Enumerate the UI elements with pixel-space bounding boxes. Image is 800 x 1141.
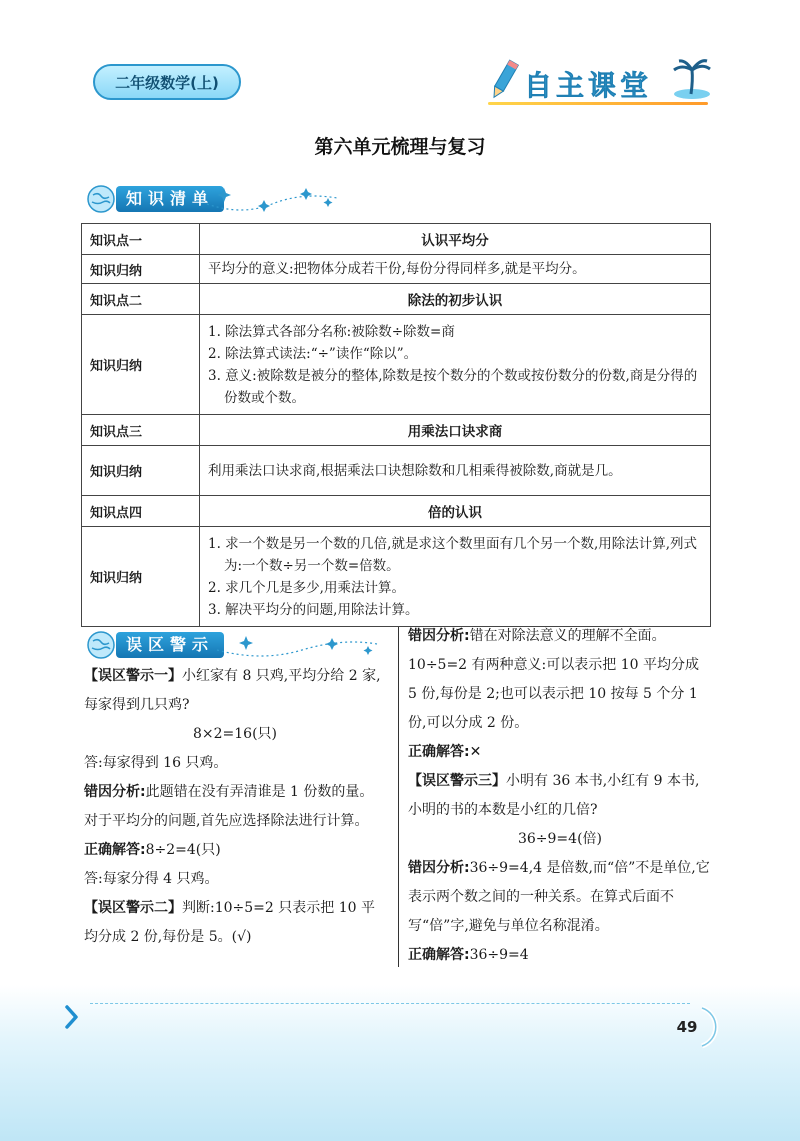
- content-line: 2. 求几个几是多少,用乘法计算。: [208, 579, 405, 596]
- table-row: [82, 255, 711, 284]
- mistake-right-column: [408, 622, 712, 970]
- table-row: [82, 415, 711, 446]
- table-row: [82, 446, 711, 496]
- warning-one-text: 小红家有 8 只鸡,平均分给 2 家,每家得到几只鸡?: [84, 668, 381, 713]
- content-line: 3. 意义:被除数是被分的整体,除数是按个数分的个数或按份数分的份数,商是分得的份数或个数。: [208, 367, 698, 406]
- knowledge-table: [81, 223, 711, 627]
- mistake-section-badge: [84, 628, 384, 662]
- warning-two-tag: 【误区警示二】: [84, 900, 182, 916]
- reason-text: 36÷9=4,4 是倍数,而“倍”不是单位,它表示两个数之间的一种关系。在算式后面不写“倍”字,避免与单位名称混淆。: [408, 860, 710, 934]
- row-label: 知识归纳: [82, 446, 200, 496]
- column-divider: [398, 627, 399, 967]
- table-row: [82, 284, 711, 315]
- correct-text: 36÷9=4: [469, 947, 529, 963]
- row-label: 知识点二: [82, 284, 200, 315]
- warning-three-equation: 36÷9=4(倍): [517, 831, 602, 847]
- warning-one-answer: 答:每家得到 16 只鸡。: [84, 755, 228, 771]
- correct-label: 正确解答:: [408, 947, 470, 963]
- warning-two-reason: [408, 622, 712, 738]
- row-content: [200, 527, 711, 627]
- row-topic: 用乘法口诀求商: [200, 415, 711, 446]
- table-row: [82, 496, 711, 527]
- page-title: 第六单元梳理与复习: [314, 136, 486, 158]
- warning-one: [84, 662, 386, 720]
- mistake-section-label: 误区警示: [116, 632, 224, 658]
- correct-text: 8÷2=4(只): [145, 842, 221, 858]
- knowledge-section-badge: [84, 182, 344, 216]
- pencil-icon: [488, 58, 520, 102]
- table-row: [82, 315, 711, 415]
- row-label: 知识归纳: [82, 527, 200, 627]
- globe-icon: [86, 184, 116, 214]
- row-topic: 倍的认识: [200, 496, 711, 527]
- row-topic: 认识平均分: [200, 224, 711, 255]
- globe-icon: [86, 630, 116, 660]
- star-icon: [212, 628, 382, 662]
- row-topic: 除法的初步认识: [200, 284, 711, 315]
- palm-island-icon: [670, 58, 714, 100]
- correct-label: 正确解答:: [408, 744, 470, 760]
- brand-text: 自主课堂: [524, 69, 653, 102]
- footer-dashed-line: [90, 1003, 690, 1004]
- correct-label: 正确解答:: [84, 842, 146, 858]
- warning-one-correct-answer: 答:每家分得 4 只鸡。: [84, 871, 219, 887]
- warning-one-tag: 【误区警示一】: [84, 668, 182, 684]
- warning-three-correct: [408, 941, 712, 970]
- warning-three: [408, 767, 712, 825]
- warning-one-correct: [84, 836, 386, 865]
- mistake-left-column: [84, 662, 386, 952]
- correct-text: ✕: [469, 744, 482, 760]
- row-content: [200, 315, 711, 415]
- row-label: 知识点一: [82, 224, 200, 255]
- content-line: 1. 除法算式各部分名称:被除数÷除数=商: [208, 323, 455, 340]
- content-line: 2. 除法算式读法:“÷”读作“除以”。: [208, 345, 418, 362]
- row-label: 知识归纳: [82, 255, 200, 284]
- reason-text: 错在对除法意义的理解不全面。10÷5=2 有两种意义:可以表示把 10 平均分成 5 份,每份是 2;也可以表示把 10 按每 5 个分 1 份,可以分成 2 份。: [408, 628, 699, 731]
- reason-text: 此题错在没有弄清谁是 1 份数的量。对于平均分的问题,首先应选择除法进行计算。: [84, 784, 374, 829]
- content-line: 平均分的意义:把物体分成若干份,每份分得同样多,就是平均分。: [208, 261, 586, 277]
- reason-label: 错因分析:: [408, 860, 470, 876]
- row-label: 知识点四: [82, 496, 200, 527]
- row-label: 知识归纳: [82, 315, 200, 415]
- page-number: 49: [676, 1018, 698, 1036]
- chevron-right-icon: [64, 1004, 80, 1030]
- brand-underline: [488, 102, 708, 105]
- warning-one-reason: [84, 778, 386, 836]
- reason-label: 错因分析:: [408, 628, 470, 644]
- row-content: [200, 255, 711, 284]
- warning-one-equation: 8×2=16(只): [192, 726, 277, 742]
- warning-two-correct: [408, 738, 712, 767]
- content-line: 3. 解决平均分的问题,用除法计算。: [208, 601, 419, 618]
- row-label: 知识点三: [82, 415, 200, 446]
- table-row: [82, 527, 711, 627]
- warning-two: [84, 894, 386, 952]
- table-row: [82, 224, 711, 255]
- warning-three-tag: 【误区警示三】: [408, 773, 506, 789]
- star-icon: [202, 182, 342, 216]
- content-line: 利用乘法口诀求商,根据乘法口诀想除数和几相乘得被除数,商就是几。: [208, 462, 622, 479]
- reason-label: 错因分析:: [84, 784, 146, 800]
- warning-two-text: 判断:10÷5=2 只表示把 10 平均分成 2 份,每份是 5。(√): [84, 900, 375, 945]
- grade-badge: 二年级数学(上): [93, 64, 241, 100]
- content-line: 1. 求一个数是另一个数的几倍,就是求这个数里面有几个另一个数,用除法计算,列式为:一个数÷另一个数=倍数。: [208, 535, 698, 574]
- knowledge-section-label: 知识清单: [116, 186, 224, 212]
- warning-three-reason: [408, 854, 712, 941]
- brand-logo: [488, 58, 718, 104]
- row-content: [200, 446, 711, 496]
- warning-three-text: 小明有 36 本书,小红有 9 本书,小明的书的本数是小红的几倍?: [408, 773, 700, 818]
